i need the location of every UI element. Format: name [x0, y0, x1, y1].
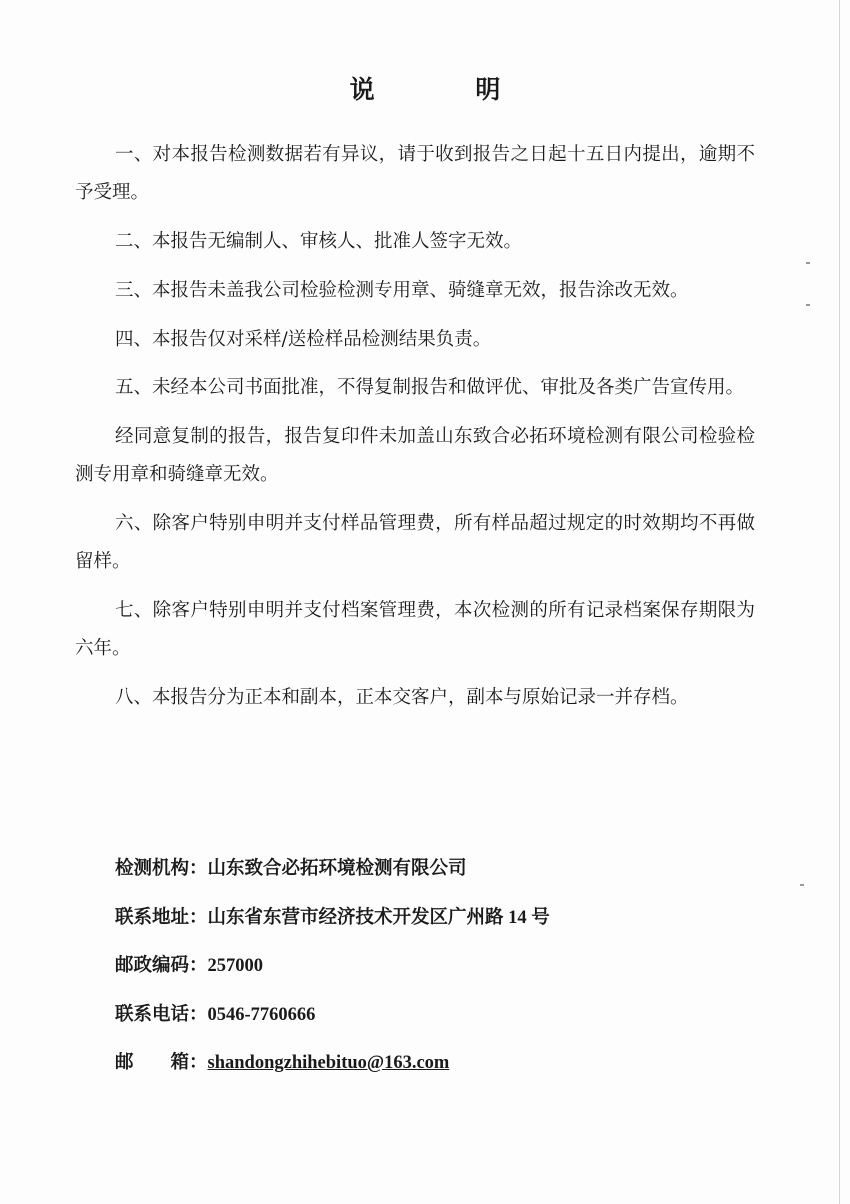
- notes-section: [75, 136, 755, 717]
- contact-address-row: [115, 894, 735, 943]
- note-paragraph-5: 五、未经本公司书面批准，不得复制报告和做评优、审批及各类广告宣传用。: [115, 377, 745, 399]
- note-paragraph-2: 二、本报告无编制人、审核人、批准人签字无效。: [115, 231, 523, 252]
- contact-address-label: 联系地址：: [115, 907, 208, 928]
- contact-phone-value: 0546-7760666: [207, 1004, 316, 1025]
- contact-postcode-row: [115, 942, 735, 991]
- contact-address-value: 山东省东营市经济技术开发区广州路 14 号: [207, 907, 550, 928]
- contact-org-label: 检测机构：: [115, 859, 208, 879]
- contact-postcode-value: 257000: [207, 956, 264, 976]
- note-paragraph-6: 六、除客户特别申明并支付样品管理费，所有样品超过规定的时效期均不再做留样。: [75, 513, 755, 573]
- note-paragraph-3: 三、本报告未盖我公司检验检测专用章、骑缝章无效，报告涂改无效。: [115, 279, 689, 301]
- note-paragraph-7: 七、除客户特别申明并支付档案管理费，本次检测的所有记录档案保存期限为六年。: [75, 600, 755, 660]
- scan-speck: [806, 304, 810, 306]
- contact-block: [115, 845, 735, 1088]
- contact-email-label: 邮 箱：: [115, 1053, 208, 1073]
- contact-email-link[interactable]: shandongzhihebituo@163.com: [207, 1053, 450, 1073]
- note-paragraph-copy: 经同意复制的报告，报告复印件未加盖山东致合必拓环境检测有限公司检验检测专用章和骑缝章无效。: [75, 426, 755, 486]
- contact-org-value: 山东致合必拓环境检测有限公司: [207, 859, 467, 879]
- scan-speck: [800, 884, 804, 886]
- contact-phone-label: 联系电话：: [115, 1004, 208, 1025]
- contact-phone-row: [115, 991, 735, 1040]
- scan-speck: [806, 262, 810, 264]
- document-title: 说 明: [349, 75, 547, 104]
- contact-email-row: [115, 1039, 735, 1088]
- contact-org-row: [115, 845, 735, 894]
- contact-postcode-label: 邮政编码：: [115, 956, 208, 976]
- note-paragraph-1: 一、对本报告检测数据若有异议，请于收到报告之日起十五日内提出，逾期不予受理。: [75, 144, 755, 204]
- page-edge-line: [839, 0, 840, 1204]
- note-paragraph-8: 八、本报告分为正本和副本，正本交客户，副本与原始记录一并存档。: [115, 687, 689, 709]
- note-paragraph-4: 四、本报告仅对采样/送检样品检测结果负责。: [115, 328, 492, 350]
